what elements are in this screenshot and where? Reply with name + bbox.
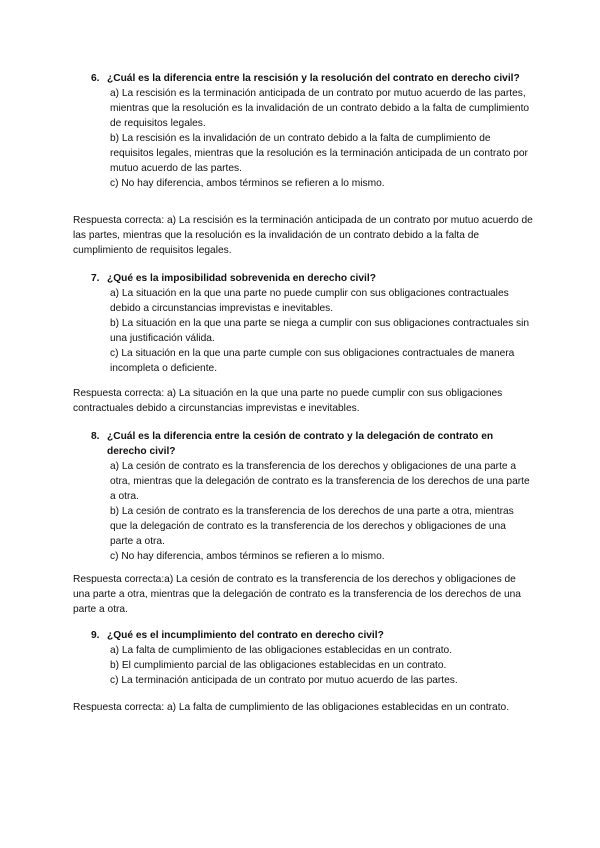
answer-7: Respuesta correcta: a) La situación en la que una parte no puede cumplir con sus obligaciones contractuales debido a circunstancias imprevistas e inevitables.	[73, 388, 503, 414]
option-b: b) La cesión de contrato es la transferencia de los derechos de una parte a otra, mientras que la delegación de contrato es la transferencia de los derechos y obligaciones de una parte a otra.	[110, 506, 514, 547]
option-a: a) La cesión de contrato es la transferencia de los derechos y obligaciones de una parte a otra, mientras que la delegación de contrato es la transferencia de los derechos de una parte a otra.	[110, 461, 530, 502]
answer-6: Respuesta correcta: a) La rescisión es la terminación anticipada de un contrato por mutuo acuerdo de las partes, mientras que la resolución es la invalidación de un contrato debido a la falta de cumplimiento de requisitos legales.	[73, 215, 533, 256]
option-c: c) No hay diferencia, ambos términos se refieren a lo mismo.	[110, 178, 385, 189]
option-a: a) La rescisión es la terminación anticipada de un contrato por mutuo acuerdo de las partes, mientras que la resolución es la invalidación de un contrato debido a la falta de cumplimiento de requisitos legales.	[110, 88, 530, 129]
question-title	[91, 429, 531, 459]
option-list	[110, 459, 531, 564]
question-text: ¿Qué es la imposibilidad sobrevenida en derecho civil?	[107, 273, 376, 284]
option-a: a) La situación en la que una parte no puede cumplir con sus obligaciones contractuales debido a circunstancias imprevistas e inevitables.	[110, 288, 509, 314]
question-9	[91, 628, 531, 688]
option-c: c) La terminación anticipada de un contrato por mutuo acuerdo de las partes.	[110, 675, 458, 686]
option-list	[110, 286, 531, 376]
option-a: a) La falta de cumplimiento de las obligaciones establecidas en un contrato.	[110, 645, 453, 656]
question-text: ¿Qué es el incumplimiento del contrato en derecho civil?	[107, 630, 384, 641]
question-title	[91, 271, 531, 286]
option-c: c) No hay diferencia, ambos términos se refieren a lo mismo.	[110, 551, 385, 562]
option-b: b) El cumplimiento parcial de las obligaciones establecidas en un contrato.	[110, 660, 447, 671]
question-title	[91, 71, 531, 86]
option-list	[110, 86, 531, 191]
question-number: 8.	[91, 431, 100, 442]
question-text: ¿Cuál es la diferencia entre la rescisión y la resolución del contrato en derecho civil?	[107, 73, 520, 84]
question-number: 7.	[91, 273, 100, 284]
question-text: ¿Cuál es la diferencia entre la cesión de contrato y la delegación de contrato en derecho civil?	[107, 431, 494, 457]
question-8	[91, 429, 531, 564]
option-b: b) La situación en la que una parte se niega a cumplir con sus obligaciones contractuales sin una justificación válida.	[110, 318, 530, 344]
question-number: 9.	[91, 630, 100, 641]
question-title	[91, 628, 531, 643]
question-6	[91, 71, 531, 191]
question-7	[91, 271, 531, 376]
question-number: 6.	[91, 73, 100, 84]
option-b: b) La rescisión es la invalidación de un contrato debido a la falta de cumplimiento de requisitos legales, mientras que la resolución es la terminación anticipada de un contrato por mutuo acuerdo de las partes.	[110, 133, 528, 174]
answer-8: Respuesta correcta:a) La cesión de contrato es la transferencia de los derechos y obligaciones de una parte a otra, mientras que la delegación de contrato es la transferencia de los derechos de una parte a otra.	[73, 574, 521, 615]
option-list	[110, 643, 531, 688]
option-c: c) La situación en la que una parte cumple con sus obligaciones contractuales de manera incompleta o deficiente.	[110, 348, 515, 374]
answer-9: Respuesta correcta: a) La falta de cumplimiento de las obligaciones establecidas en un contrato.	[73, 702, 510, 713]
